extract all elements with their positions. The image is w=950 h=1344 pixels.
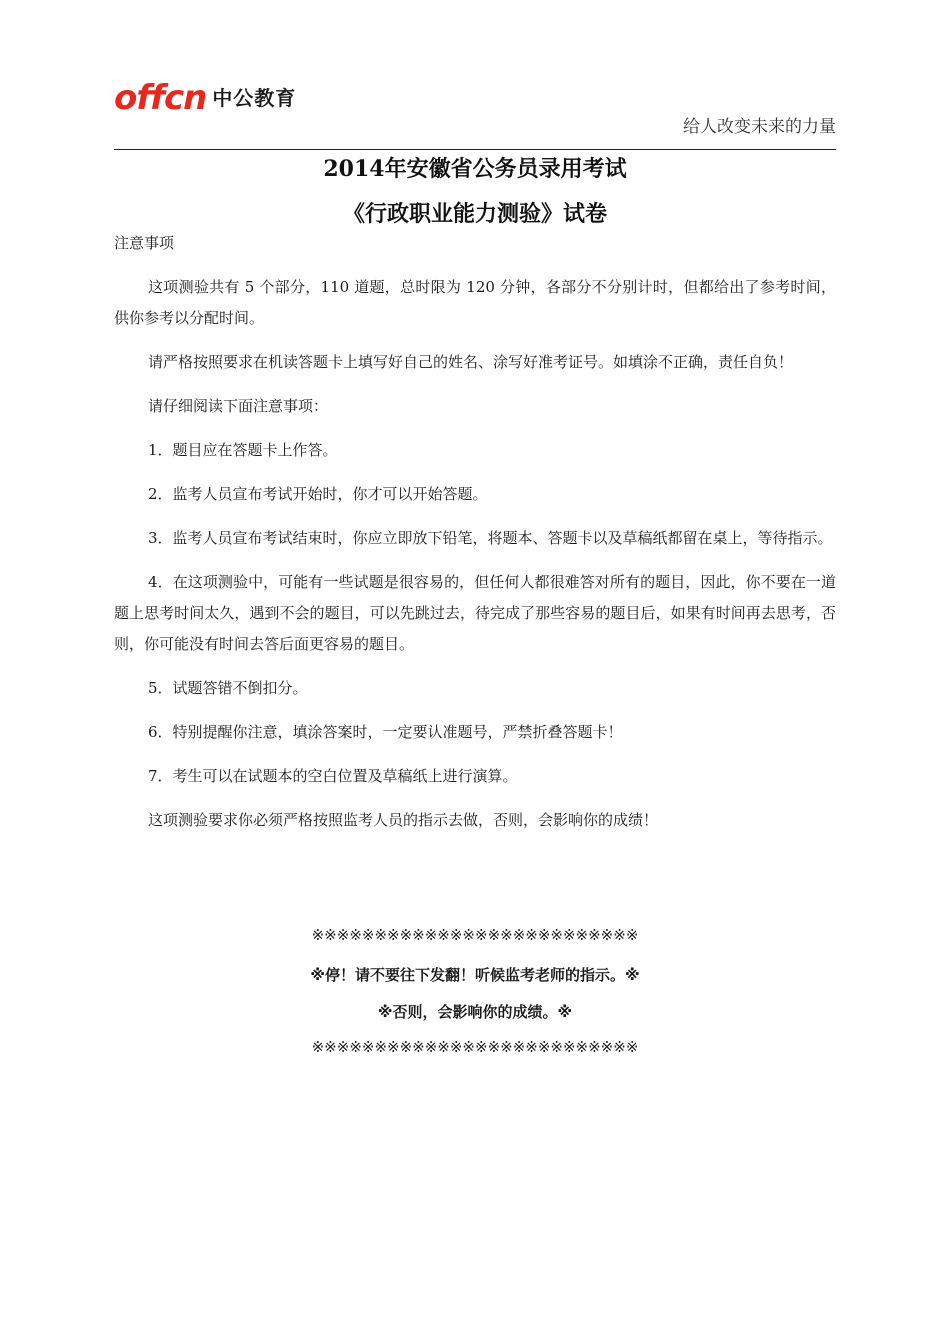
logo-text-cn: 中公教育 [212,86,297,110]
warning-line2: ※否则，会影响你的成绩。※ [377,1003,573,1021]
paragraph: 6．特别提醒你注意，填涂答案时，一定要认准题号，严禁折叠答题卡！ [148,723,623,741]
warning-stars-bottom: ※※※※※※※※※※※※※※※※※※※※※※※※※※ [311,1038,639,1056]
warning-stars-top: ※※※※※※※※※※※※※※※※※※※※※※※※※※ [311,926,639,944]
paragraph: 1．题目应在答题卡上作答。 [148,441,338,459]
document-title-line2: 《行政职业能力测验》试卷 [342,201,607,227]
warning-line1: ※停！请不要往下发翻！听候监考老师的指示。※ [310,966,640,984]
header-divider [114,149,836,150]
header-slogan: 给人改变未来的力量 [683,117,836,137]
paragraph: 5．试题答错不倒扣分。 [148,679,308,697]
paragraph: 3．监考人员宣布考试结束时，你应立即放下铅笔，将题本、答题卡以及草稿纸都留在桌上，等待指示。 [148,529,833,547]
paragraph: 4．在这项测验中，可能有一些试题是很容易的，但任何人都很难答对所有的题目，因此，你不要在一道题上思考时间太久，遇到不会的题目，可以先跳过去，待完成了那些容易的题目后，如果有时间再去思考，否则，你可能没有时间去答后面更容易的题目。 [114,573,836,653]
paragraph: 请仔细阅读下面注意事项： [148,397,329,415]
paragraph: 这项测验要求你必须严格按照监考人员的指示去做，否则，会影响你的成绩！ [148,811,659,829]
paragraph: 2．监考人员宣布考试开始时，你才可以开始答题。 [148,485,488,503]
paragraph: 这项测验共有 5 个部分，110 道题，总时限为 120 分钟，各部分不分别计时，但都给出了参考时间，供你参考以分配时间。 [114,278,836,327]
paragraph: 7．考生可以在试题本的空白位置及草稿纸上进行演算。 [148,767,518,785]
paragraph: 请严格按照要求在机读答题卡上填写好自己的姓名、涂写好准考证号。如填涂不正确，责任自负！ [148,353,794,371]
document-title-line1: 2014年安徽省公务员录用考试 [323,156,627,182]
notice-body [114,272,836,849]
logo-text-en: offcn [114,78,207,118]
offcn-logo [114,78,296,118]
notice-heading: 注意事项 [114,234,175,252]
